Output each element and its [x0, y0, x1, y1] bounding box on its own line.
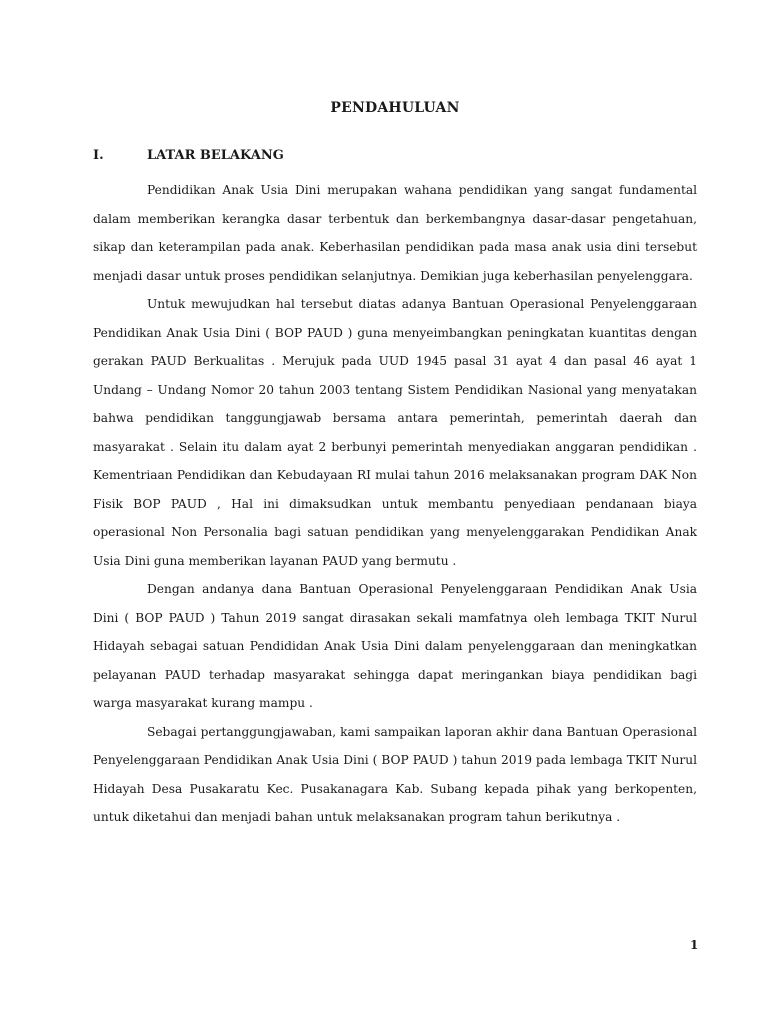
section-title: LATAR BELAKANG — [147, 148, 284, 163]
section-number: I. — [93, 148, 104, 163]
paragraph: Untuk mewujudkan hal tersebut diatas adanya Bantuan Operasional Penyelenggaraan Pendidikan Anak Usia Dini ( BOP PAUD ) guna menyeimbangkan peningkatan kuantitas dengan gerakan PAUD Berkualitas . Merujuk pada UUD 1945 pasal 31 ayat 4 dan pasal 46 ayat 1 Undang – Undang Nomor 20 tahun 2003 tentang Sistem Pendidikan Nasional yang menyatakan bahwa pendidikan tanggungjawab bersama antara pemerintah, pemerintah daerah dan masyarakat . Selain itu dalam ayat 2 berbunyi pemerintah menyediakan anggaran pendidikan . Kementriaan Pendidikan dan Kebudayaan RI mulai tahun 2016 melaksanakan program DAK Non Fisik BOP PAUD , Hal ini dimaksudkan untuk membantu penyediaan pendanaan biaya operasional Non Personalia bagi satuan pendidikan yang menyelenggarakan Pendidikan Anak Usia Dini guna memberikan layanan PAUD yang bermutu . — [93, 297, 697, 568]
page-number: 1 — [690, 938, 699, 952]
paragraph: Pendidikan Anak Usia Dini merupakan wahana pendidikan yang sangat fundamental dalam memberikan kerangka dasar terbentuk dan berkembangnya dasar-dasar pengetahuan, sikap dan keterampilan pada anak. Keberhasilan pendidikan pada masa anak usia dini tersebut menjadi dasar untuk proses pendidikan selanjutnya. Demikian juga keberhasilan penyelenggara. — [93, 183, 697, 283]
page-title: PENDAHULUAN — [330, 100, 460, 116]
paragraph: Sebagai pertanggungjawaban, kami sampaikan laporan akhir dana Bantuan Operasional Penyelenggaraan Pendidikan Anak Usia Dini ( BOP PAUD ) tahun 2019 pada lembaga TKIT Nurul Hidayah Desa Pusakaratu Kec. Pusakanagara Kab. Subang kepada pihak yang berkopenten, untuk diketahui dan menjadi bahan untuk melaksanakan program tahun berikutnya . — [93, 724, 697, 824]
section-heading — [93, 148, 284, 163]
paragraph: Dengan andanya dana Bantuan Operasional Penyelenggaraan Pendidikan Anak Usia Dini ( BOP PAUD ) Tahun 2019 sangat dirasakan sekali mamfatnya oleh lembaga TKIT Nurul Hidayah sebagai satuan Pendididan Anak Usia Dini dalam penyelenggaraan dan meningkatkan pelayanan PAUD terhadap masyarakat sehingga dapat meringankan biaya pendidikan bagi warga masyarakat kurang mampu . — [93, 582, 697, 710]
body-text — [93, 176, 697, 832]
